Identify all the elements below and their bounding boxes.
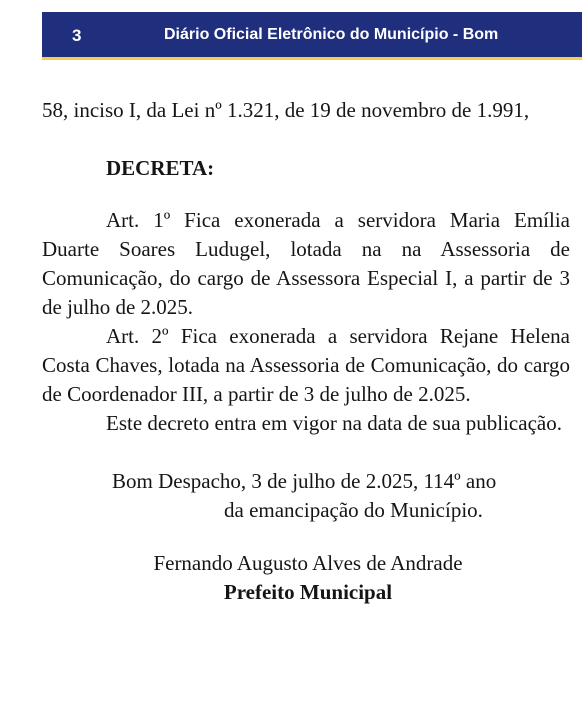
intro-paragraph: 58, inciso I, da Lei nº 1.321, de 19 de novembro de 1.991, [42,98,530,122]
decreta-heading: DECRETA: [106,156,215,180]
page-number: 3 [72,26,82,45]
date-line-2: da emancipação do Município. [224,498,483,522]
closing-paragraph: Este decreto entra em vigor na data de sua publicação. [106,411,562,435]
signature-name: Fernando Augusto Alves de Andrade [153,551,463,575]
date-block [112,467,570,525]
date-line-1: Bom Despacho, 3 de julho de 2.025, 114º ano [112,469,497,493]
document-body [42,96,570,607]
header-title: Diário Oficial Eletrônico do Município - Bom [164,26,499,43]
signature-title: Prefeito Municipal [223,580,393,604]
article-1: Art. 1º Fica exonerada a servidora Maria Emília Duarte Soares Ludugel, lotada na na Assessoria de Comunicação, do cargo de Assessora Especial I, a partir de 3 de julho de 2.025. [42,208,570,319]
article-2: Art. 2º Fica exonerada a servidora Rejane Helena Costa Chaves, lotada na Assessoria de Comunicação, do cargo de Coordenador III, a partir de 3 de julho de 2.025. [42,324,570,406]
